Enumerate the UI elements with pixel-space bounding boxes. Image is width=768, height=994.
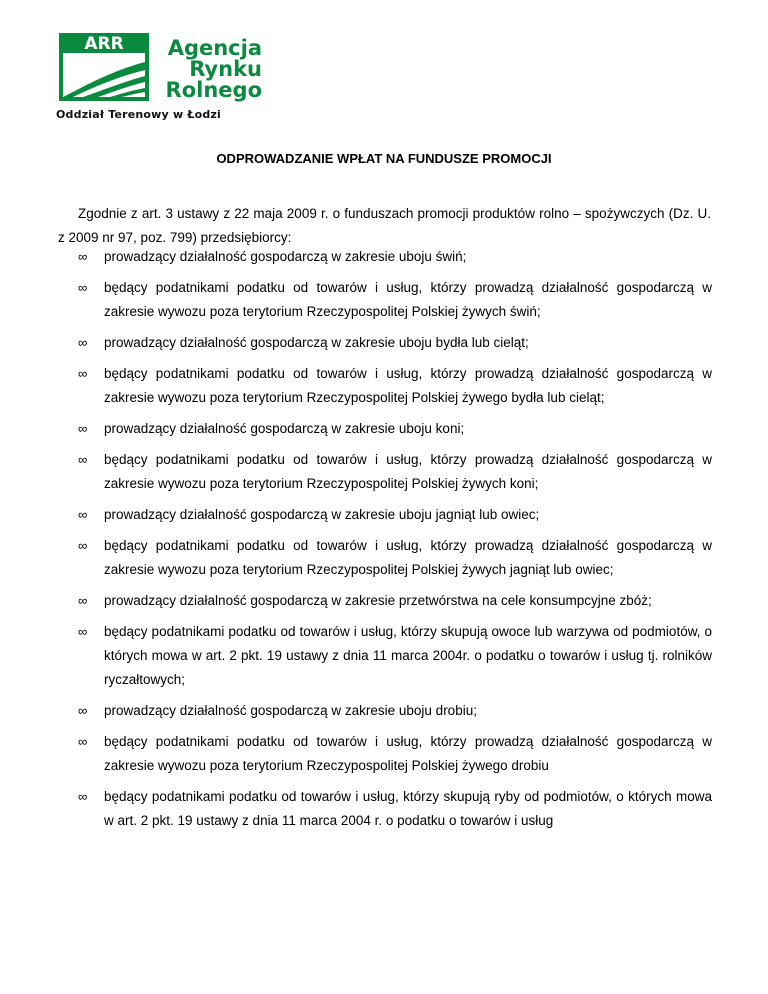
- bullet-icon: ∞: [78, 507, 88, 522]
- branch-name: Oddział Terenowy w Łodzi: [56, 108, 222, 121]
- logo-name-line: Rolnego: [165, 78, 262, 102]
- logo-abbrev: ARR: [84, 34, 124, 54]
- list-item: [78, 276, 712, 324]
- arr-logo: [58, 32, 268, 102]
- bullet-icon: ∞: [78, 624, 88, 639]
- bullet-icon: ∞: [78, 421, 88, 436]
- list-item-text: będący podatnikami podatku od towarów i usług, którzy prowadzą działalność gospodarczą w zakresie wywozu poza terytorium Rzeczypospolitej Polskiej żywego bydła lub cieląt;: [104, 366, 712, 405]
- list-item: [78, 362, 712, 410]
- bullet-icon: ∞: [78, 538, 88, 553]
- entrepreneur-list: [78, 245, 712, 840]
- list-item-text: prowadzący działalność gospodarczą w zakresie uboju świń;: [104, 249, 467, 264]
- intro-paragraph: Zgodnie z art. 3 ustawy z 22 maja 2009 r. o funduszach promocji produktów rolno – spożywczych (Dz. U. z 2009 nr 97, poz. 799) przedsiębiorcy:: [58, 206, 711, 245]
- list-item: [78, 620, 712, 692]
- list-item-text: prowadzący działalność gospodarczą w zakresie uboju koni;: [104, 421, 465, 436]
- bullet-icon: ∞: [78, 335, 88, 350]
- logo-name: [158, 38, 262, 101]
- bullet-icon: ∞: [78, 789, 88, 804]
- list-item: [78, 417, 712, 441]
- bullet-icon: ∞: [78, 366, 88, 381]
- list-item: [78, 699, 712, 723]
- list-item-text: będący podatnikami podatku od towarów i usług, którzy prowadzą działalność gospodarczą w zakresie wywozu poza terytorium Rzeczypospolitej Polskiej żywych świń;: [104, 280, 712, 319]
- list-item: [78, 589, 712, 613]
- logo-name-line: Agencja: [167, 36, 262, 60]
- list-item-text: prowadzący działalność gospodarczą w zakresie przetwórstwa na cele konsumpcyjne zbóż;: [104, 593, 652, 608]
- bullet-icon: ∞: [78, 734, 88, 749]
- bullet-icon: ∞: [78, 452, 88, 467]
- list-item-text: będący podatnikami podatku od towarów i usług, którzy prowadzą działalność gospodarczą w zakresie wywozu poza terytorium Rzeczypospolitej Polskiej żywego drobiu: [104, 734, 712, 773]
- bullet-icon: ∞: [78, 249, 88, 264]
- list-item: [78, 785, 712, 833]
- list-item-text: będący podatnikami podatku od towarów i usług, którzy prowadzą działalność gospodarczą w zakresie wywozu poza terytorium Rzeczypospolitej Polskiej żywych jagniąt lub owiec;: [104, 538, 712, 577]
- list-item: [78, 448, 712, 496]
- list-item: [78, 503, 712, 527]
- bullet-icon: ∞: [78, 703, 88, 718]
- list-item: [78, 534, 712, 582]
- list-item: [78, 245, 712, 269]
- bullet-icon: ∞: [78, 593, 88, 608]
- document-title: ODPROWADZANIE WPŁAT NA FUNDUSZE PROMOCJI: [216, 151, 552, 166]
- list-item-text: prowadzący działalność gospodarczą w zakresie uboju jagniąt lub owiec;: [104, 507, 540, 522]
- list-item: [78, 331, 712, 355]
- bullet-icon: ∞: [78, 280, 88, 295]
- logo-name-line: Rynku: [189, 57, 262, 81]
- list-item-text: będący podatnikami podatku od towarów i usług, którzy skupują owoce lub warzywa od podmiotów, o których mowa w art. 2 pkt. 19 ustawy z dnia 11 marca 2004r. o podatku o towarów i usług tj. rolników ryczałtowych;: [104, 624, 712, 687]
- list-item-text: prowadzący działalność gospodarczą w zakresie uboju bydła lub cieląt;: [104, 335, 529, 350]
- list-item: [78, 730, 712, 778]
- list-item-text: będący podatnikami podatku od towarów i usług, którzy prowadzą działalność gospodarczą w zakresie wywozu poza terytorium Rzeczypospolitej Polskiej żywych koni;: [104, 452, 712, 491]
- list-item-text: będący podatnikami podatku od towarów i usług, którzy skupują ryby od podmiotów, o których mowa w art. 2 pkt. 19 ustawy z dnia 11 marca 2004 r. o podatku o towarów i usług: [104, 789, 712, 828]
- arr-logo-emblem: [58, 32, 150, 102]
- list-item-text: prowadzący działalność gospodarczą w zakresie uboju drobiu;: [104, 703, 477, 718]
